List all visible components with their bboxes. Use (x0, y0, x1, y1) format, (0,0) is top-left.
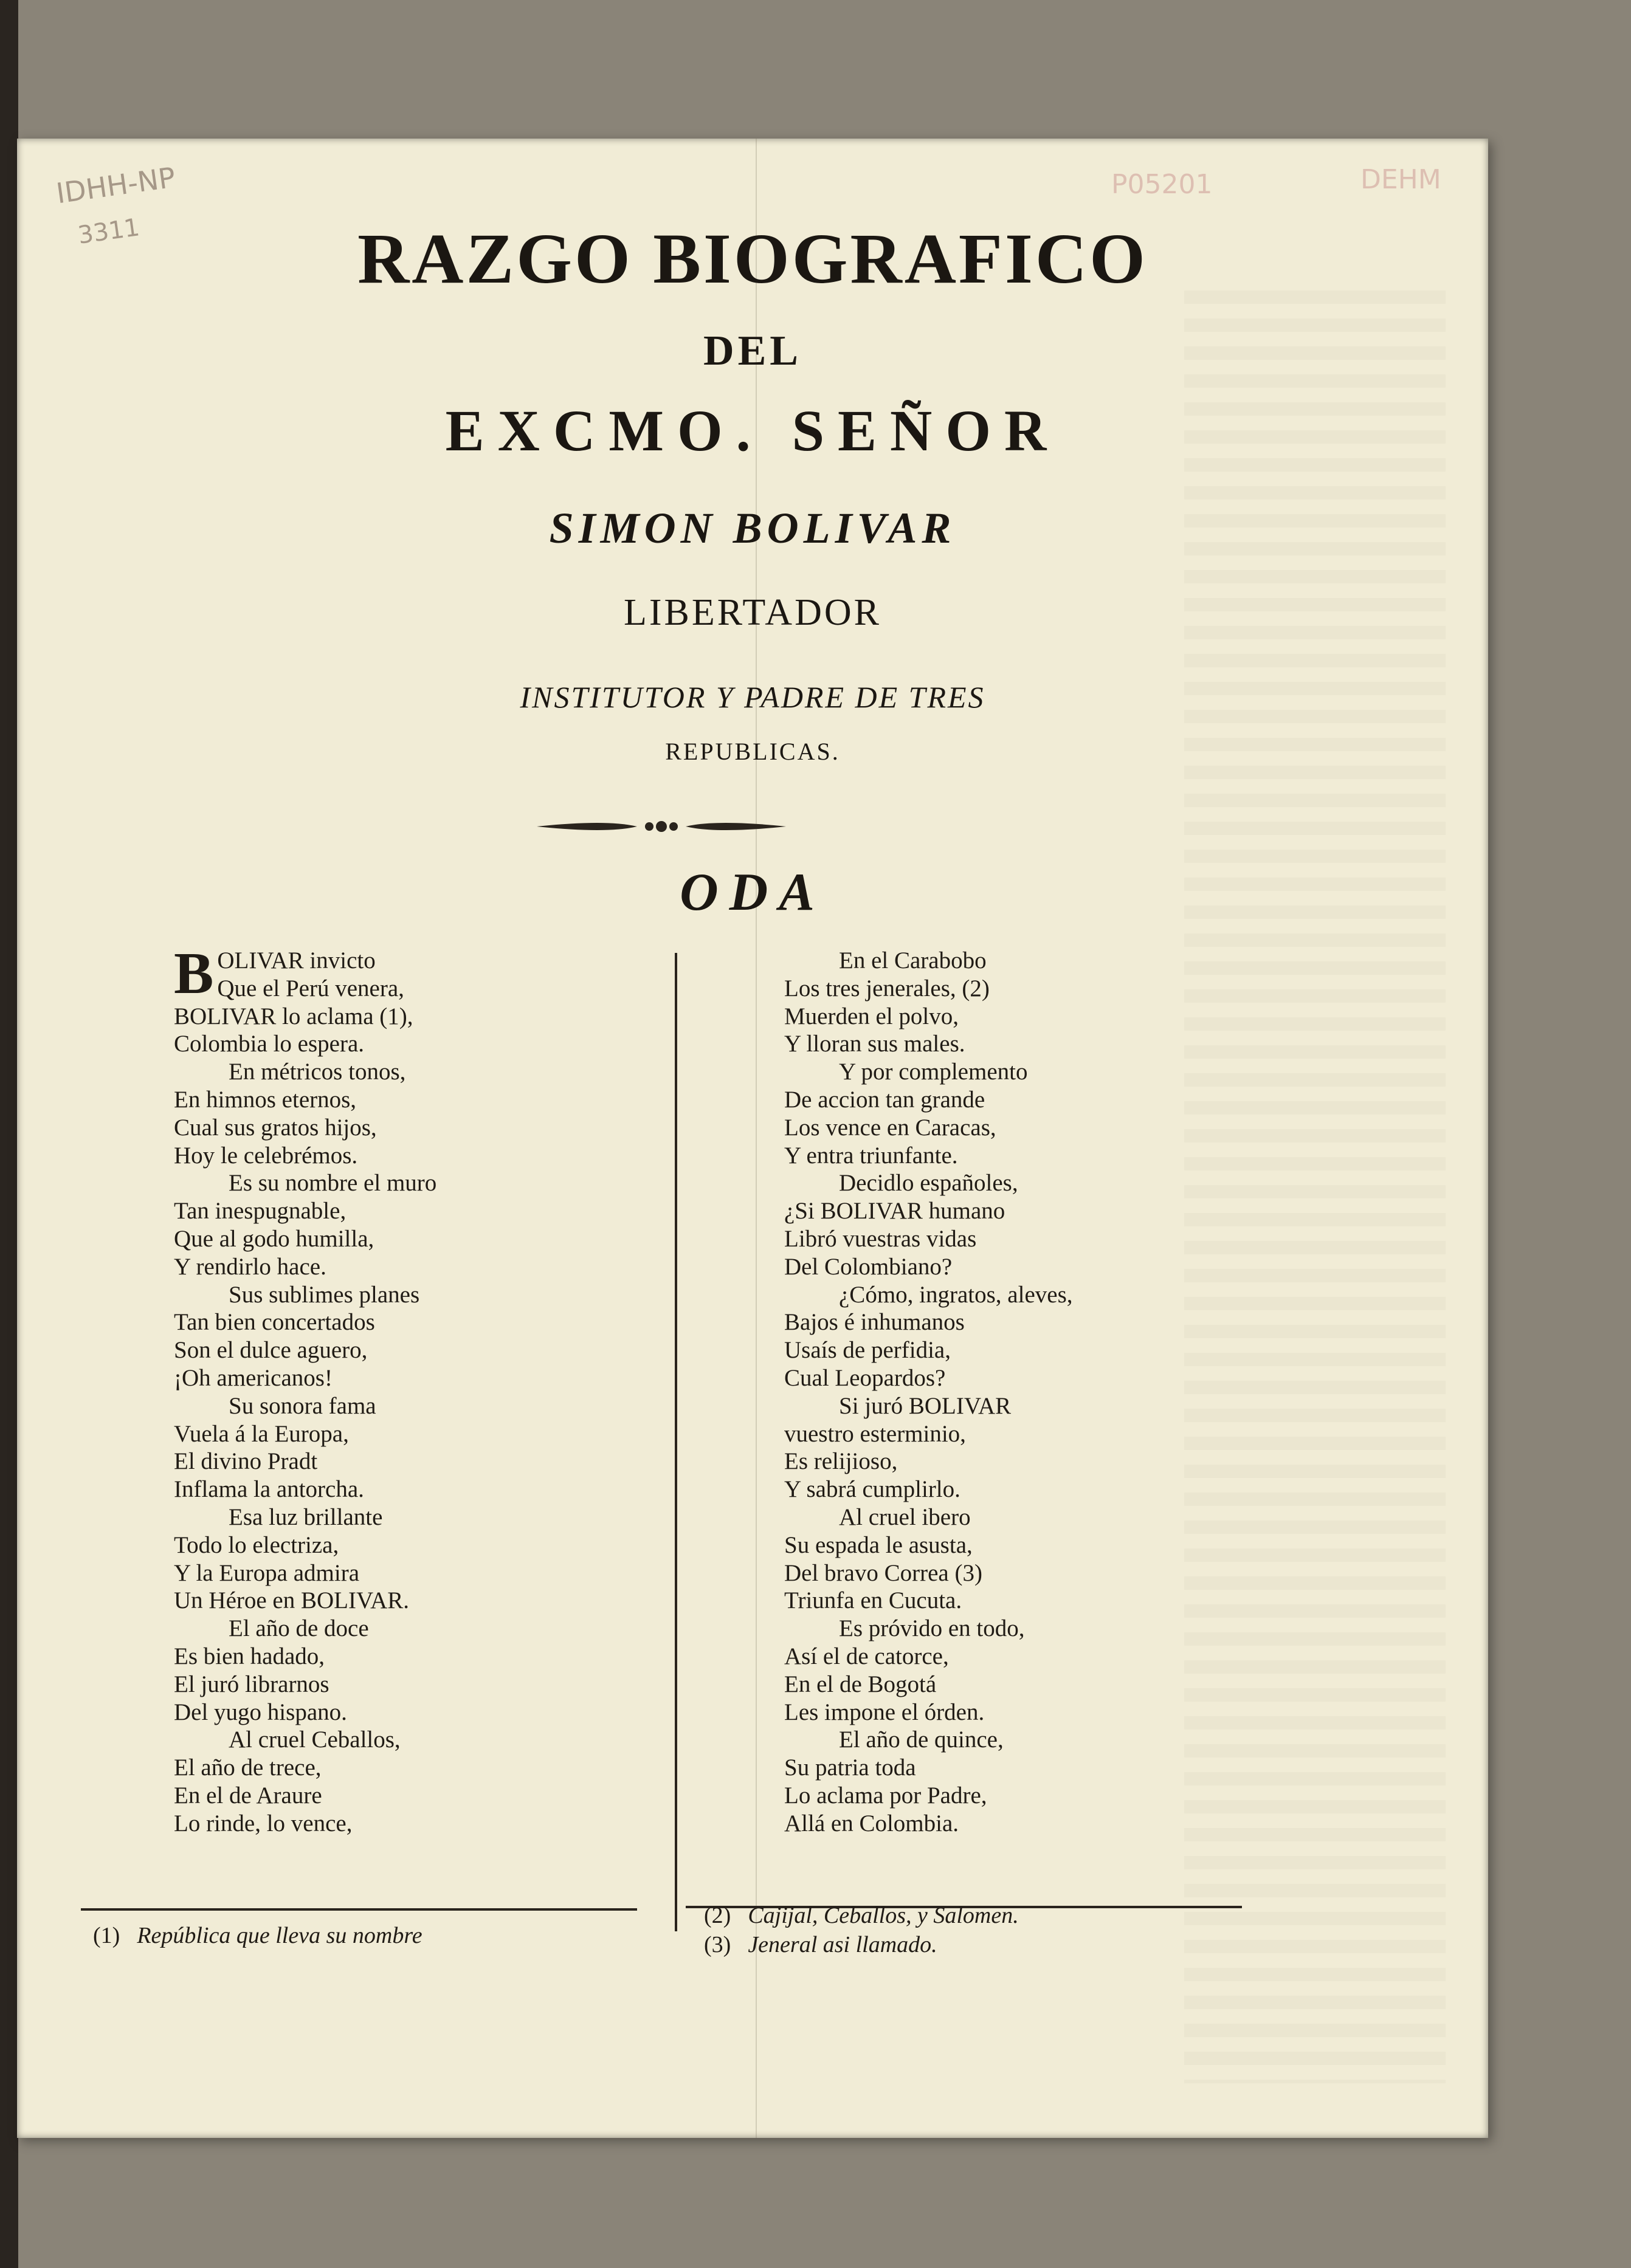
poem-line: Cual Leopardos? (784, 1364, 946, 1391)
poem-line: Lo rinde, lo vence, (174, 1810, 353, 1837)
poem-line: El año de doce (229, 1615, 369, 1642)
poem-line: Tan inespugnable, (174, 1198, 347, 1225)
poem-line: En métricos tonos, (229, 1059, 406, 1085)
poem-line: Allá en Colombia. (784, 1810, 959, 1837)
poem-column-right (784, 947, 1283, 1838)
backdrop-strip (0, 0, 18, 2268)
footnote-text: República que lleva su nombre (137, 1923, 422, 1948)
poem-line: Y lloran sus males. (784, 1031, 965, 1057)
poem-line: Al cruel Ceballos, (229, 1727, 401, 1753)
library-mark: P05201 (1111, 169, 1213, 200)
drop-cap: B (174, 941, 214, 1006)
poem-line: Del bravo Correa (3) (784, 1559, 982, 1586)
footnote-number: (1) (93, 1923, 120, 1948)
poem-line: BOLIVAR lo aclama (1), (174, 1003, 413, 1029)
poem-line: Libró vuestras vidas (784, 1225, 977, 1252)
library-mark: DEHM (1360, 164, 1441, 195)
footnote-2 (704, 1902, 1019, 1929)
poem-line: OLIVAR invicto (217, 947, 376, 974)
poem-line: Y sabrá cumplirlo. (784, 1476, 960, 1503)
title-subtitle-2: REPUBLICAS. (665, 738, 840, 765)
title-name: SIMON BOLIVAR (549, 504, 956, 552)
poem-line: Que al godo humilla, (174, 1225, 374, 1252)
poem-line: Así el de catorce, (784, 1643, 949, 1669)
poem-line: Es próvido en todo, (839, 1615, 1025, 1642)
poem-line: Del yugo hispano. (174, 1699, 347, 1725)
column-divider (675, 953, 677, 1931)
poem-line: En el Carabobo (839, 947, 987, 974)
poem-line: El año de quince, (839, 1727, 1004, 1753)
poem-line: Y rendirlo hace. (174, 1253, 326, 1280)
poem-line: vuestro esterminio, (784, 1420, 966, 1447)
title-line-excmo: EXCMO. SEÑOR (445, 398, 1060, 463)
poem-line: El divino Pradt (174, 1448, 318, 1475)
poem-line: ¿Cómo, ingratos, aleves, (839, 1281, 1073, 1308)
poem-line: Vuela á la Europa, (174, 1420, 349, 1447)
poem-line: En el de Araure (174, 1782, 322, 1809)
title-line-del: DEL (703, 328, 802, 374)
poem-line: Y la Europa admira (174, 1559, 360, 1586)
poem-line: Son el dulce aguero, (174, 1337, 368, 1364)
ornament-divider (534, 814, 789, 839)
poem-line: Colombia lo espera. (174, 1031, 365, 1057)
poem-line: Los tres jenerales, (2) (784, 975, 990, 1002)
poem-line: Un Héroe en BOLIVAR. (174, 1587, 410, 1614)
document-page (17, 139, 1488, 2138)
poem-line: Los vence en Caracas, (784, 1114, 996, 1141)
footnote-number: (3) (704, 1932, 731, 1957)
poem-line: Lo aclama por Padre, (784, 1782, 987, 1809)
poem-line: Cual sus gratos hijos, (174, 1114, 377, 1141)
footnote-number: (2) (704, 1903, 731, 1928)
poem-line: Y por complemento (839, 1059, 1028, 1085)
footnote-1 (93, 1922, 422, 1949)
footnote-rule-left (81, 1908, 637, 1911)
section-heading: ODA (680, 863, 826, 922)
page-title: RAZGO BIOGRAFICO (357, 219, 1148, 298)
poem-line: Muerden el polvo, (784, 1003, 959, 1029)
pencil-mark: IDHH-NP (54, 160, 178, 210)
poem-line: En el de Bogotá (784, 1671, 937, 1697)
footnote-text: Cajijal, Ceballos, y Salomen. (748, 1903, 1019, 1928)
title-role: LIBERTADOR (624, 592, 881, 633)
poem-line: Su patria toda (784, 1754, 916, 1781)
poem-line: Triunfa en Cucuta. (784, 1587, 962, 1614)
poem-line: Y entra triunfante. (784, 1142, 958, 1169)
pencil-mark: 3311 (76, 213, 142, 250)
poem-line: Todo lo electriza, (174, 1531, 339, 1558)
title-subtitle: INSTITUTOR Y PADRE DE TRES (520, 680, 985, 714)
poem-line: Es bien hadado, (174, 1643, 325, 1669)
footnote-3 (704, 1931, 937, 1958)
poem-line: Usaís de perfidia, (784, 1337, 951, 1364)
poem-line: Que el Perú venera, (217, 975, 404, 1002)
poem-line: Inflama la antorcha. (174, 1476, 364, 1503)
poem-line: ¿Si BOLIVAR humano (784, 1198, 1005, 1225)
poem-line: Es su nombre el muro (229, 1170, 437, 1197)
poem-line: Su sonora fama (229, 1392, 376, 1419)
poem-line: Bajos é inhumanos (784, 1309, 965, 1336)
poem-line: Sus sublimes planes (229, 1281, 420, 1308)
poem-line: Es relijioso, (784, 1448, 898, 1475)
poem-line: El año de trece, (174, 1754, 322, 1781)
poem-line: Les impone el órden. (784, 1699, 985, 1725)
footnote-text: Jeneral asi llamado. (748, 1932, 937, 1957)
poem-line: ¡Oh americanos! (174, 1364, 333, 1391)
poem-line: De accion tan grande (784, 1086, 985, 1113)
poem-line: En himnos eternos, (174, 1086, 357, 1113)
poem-line: El juró librarnos (174, 1671, 329, 1697)
poem-line: Al cruel ibero (839, 1503, 971, 1530)
poem-line: Su espada le asusta, (784, 1531, 973, 1558)
poem-column-left (174, 941, 672, 1838)
poem-line: Hoy le celebrémos. (174, 1142, 358, 1169)
poem-line: Si juró BOLIVAR (839, 1392, 1012, 1419)
poem-line: Decidlo españoles, (839, 1170, 1018, 1197)
poem-line: Esa luz brillante (229, 1503, 383, 1530)
poem-line: Del Colombiano? (784, 1253, 953, 1280)
poem-line: Tan bien concertados (174, 1309, 375, 1336)
